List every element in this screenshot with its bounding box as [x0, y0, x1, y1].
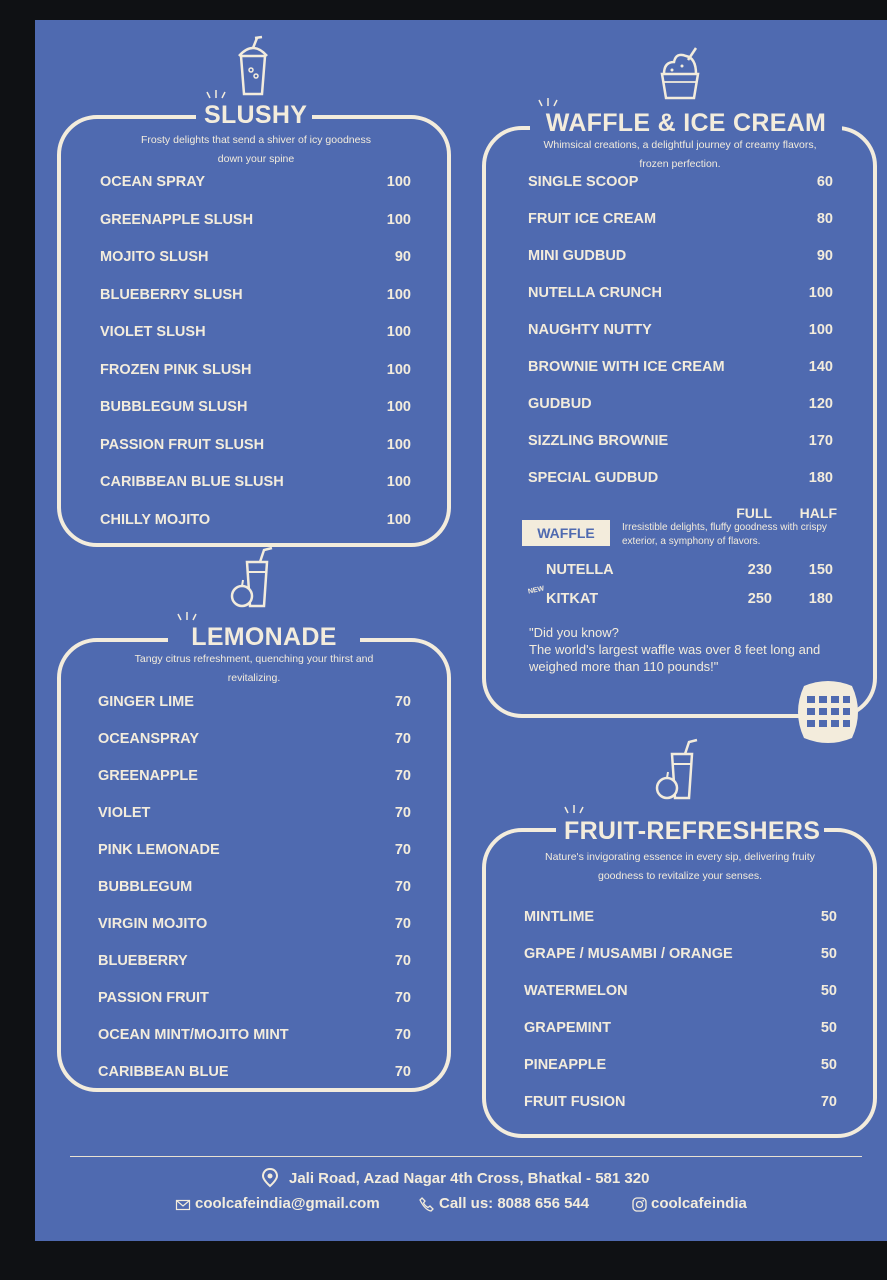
menu-item-name: OCEANSPRAY: [98, 731, 199, 747]
instagram-icon: [632, 1197, 647, 1212]
menu-item-price: 100: [808, 285, 833, 301]
menu-item-name: FRUIT FUSION: [524, 1094, 626, 1110]
envelope-icon: [176, 1200, 190, 1210]
menu-item-name: MINTLIME: [524, 909, 595, 925]
menu-item-name: MINI GUDBUD: [528, 248, 627, 264]
menu-item-price: 120: [808, 396, 833, 412]
menu-item-name: PASSION FRUIT SLUSH: [100, 436, 265, 453]
menu-item-price: 90: [816, 248, 833, 264]
sparkle-icon: [205, 90, 227, 100]
menu-item-price: 100: [386, 511, 411, 528]
lemonade-description: Tangy citrus refreshment, quenching your thirst and revitalizing.: [134, 653, 374, 684]
menu-item-name: MOJITO SLUSH: [100, 249, 209, 265]
lemonade-glass-icon: [230, 548, 278, 610]
menu-item-price: 70: [394, 916, 411, 932]
waffle-description: Whimsical creations, a delightful journey of creamy flavors, frozen perfection.: [543, 139, 817, 170]
menu-item-name: NAUGHTY NUTTY: [528, 322, 652, 338]
menu-item-price: 70: [394, 842, 411, 858]
waffle-title: WAFFLE & ICE CREAM: [530, 109, 842, 138]
sparkle-icon: [176, 612, 198, 622]
menu-item-price: 70: [394, 768, 411, 784]
menu-item-name: CARIBBEAN BLUE: [98, 1064, 229, 1080]
waffle-item-half-price: 150: [808, 562, 833, 578]
waffle-item-half-price: 180: [808, 591, 833, 607]
menu-item-name: WATERMELON: [524, 983, 628, 999]
slushy-title: SLUSHY: [196, 101, 312, 130]
menu-item-name: BLUEBERRY SLUSH: [100, 286, 243, 303]
waffle-icon: [794, 680, 862, 744]
footer-divider: [70, 1156, 862, 1157]
menu-item-price: 70: [394, 694, 411, 710]
menu-item-price: 70: [394, 731, 411, 747]
new-tag: NEW: [527, 585, 545, 596]
waffle-badge: WAFFLE: [522, 520, 610, 546]
menu-item-name: VIOLET: [98, 805, 151, 821]
menu-item-price: 100: [386, 436, 411, 453]
menu-item-price: 50: [820, 1020, 837, 1036]
menu-item-price: 70: [394, 879, 411, 895]
menu-item-price: 70: [394, 1064, 411, 1080]
menu-item-price: 60: [816, 174, 833, 190]
fruit-juice-glass-icon: [655, 740, 703, 802]
menu-item-price: 90: [394, 249, 411, 265]
menu-item-name: OCEAN SPRAY: [100, 174, 206, 190]
menu-item-price: 70: [394, 1027, 411, 1043]
menu-item-price: 70: [394, 805, 411, 821]
menu-item-name: BUBBLEGUM SLUSH: [100, 399, 248, 415]
menu-item-name: CARIBBEAN BLUE SLUSH: [100, 474, 284, 490]
waffle-item-name: NUTELLA: [546, 562, 614, 578]
menu-item-price: 50: [820, 946, 837, 962]
menu-item-name: OCEAN MINT/MOJITO MINT: [98, 1027, 289, 1043]
slushy-cup-icon: [235, 38, 271, 100]
waffle-fact: "Did you know? The world's largest waffle was over 8 feet long and weighed more than 110 pounds!": [529, 625, 821, 674]
menu-item-name: SINGLE SCOOP: [528, 174, 639, 190]
menu-item-name: PASSION FRUIT: [98, 990, 209, 1006]
waffle-sub-description: Irresistible delights, fluffy goodness with crispy exterior, a symphony of flavors.: [622, 522, 827, 547]
menu-item-name: SPECIAL GUDBUD: [528, 470, 659, 486]
menu-item-name: GINGER LIME: [98, 694, 194, 710]
menu-item-price: 70: [394, 990, 411, 1006]
sparkle-icon: [537, 98, 559, 108]
menu-item-price: 100: [386, 324, 411, 340]
menu-item-price: 50: [820, 983, 837, 999]
menu-item-name: PINEAPPLE: [524, 1057, 607, 1073]
footer-phone[interactable]: Call us: 8088 656 544: [439, 1195, 590, 1212]
menu-item-price: 80: [816, 211, 833, 227]
menu-item-name: BROWNIE WITH ICE CREAM: [528, 359, 725, 375]
waffle-item-full-price: 230: [747, 562, 772, 578]
menu-item-price: 100: [386, 174, 411, 190]
menu-item-price: 100: [386, 211, 411, 228]
menu-item-name: VIOLET SLUSH: [100, 324, 206, 340]
menu-item-name: FROZEN PINK SLUSH: [100, 361, 252, 378]
menu-item-name: GREENAPPLE SLUSH: [100, 211, 254, 228]
fruit-title: FRUIT-REFRESHERS: [556, 817, 824, 846]
waffle-item-name: KITKAT: [546, 591, 599, 607]
menu-item-name: FRUIT ICE CREAM: [528, 211, 657, 227]
menu-item-name: GREENAPPLE: [98, 768, 198, 784]
menu-item-price: 100: [808, 322, 833, 338]
menu-item-name: NUTELLA CRUNCH: [528, 285, 662, 301]
location-pin-icon: [262, 1168, 278, 1188]
menu-item-price: 50: [820, 1057, 837, 1073]
menu-item-name: SIZZLING BROWNIE: [528, 433, 669, 449]
slushy-description: Frosty delights that send a shiver of icy goodness down your spine: [141, 134, 371, 165]
footer-instagram[interactable]: coolcafeindia: [651, 1195, 747, 1212]
menu-item-price: 70: [820, 1094, 837, 1110]
menu-item-name: BLUEBERRY: [98, 953, 188, 969]
menu-item-name: BUBBLEGUM: [98, 879, 193, 895]
menu-item-name: GRAPE / MUSAMBI / ORANGE: [524, 946, 733, 962]
menu-item-name: CHILLY MOJITO: [100, 511, 211, 528]
phone-icon: [419, 1197, 434, 1212]
fruit-description: Nature's invigorating essence in every sip, delivering fruity goodness to revitalize your senses.: [545, 851, 815, 882]
footer-email[interactable]: coolcafeindia@gmail.com: [195, 1195, 380, 1212]
menu-item-price: 100: [386, 399, 411, 415]
menu-item-price: 100: [386, 474, 411, 490]
menu-item-price: 100: [386, 361, 411, 378]
sparkle-icon: [563, 805, 585, 815]
lemonade-title: LEMONADE: [168, 623, 360, 652]
menu-item-name: PINK LEMONADE: [98, 842, 220, 858]
menu-item-price: 50: [820, 909, 837, 925]
menu-item-price: 180: [808, 470, 833, 486]
waffle-item-full-price: 250: [747, 591, 772, 607]
menu-item-name: GRAPEMINT: [524, 1020, 611, 1036]
menu-item-name: VIRGIN MOJITO: [98, 916, 208, 932]
menu-item-price: 100: [386, 286, 411, 303]
waffle-col-full: FULL: [736, 505, 772, 521]
ice-cream-cup-icon: [658, 48, 702, 100]
menu-item-name: GUDBUD: [528, 396, 592, 412]
menu-item-price: 170: [808, 433, 833, 449]
footer-address: Jali Road, Azad Nagar 4th Cross, Bhatkal - 581 320: [289, 1170, 650, 1187]
menu-item-price: 70: [394, 953, 411, 969]
waffle-col-half: HALF: [799, 505, 837, 521]
menu-item-price: 140: [808, 359, 833, 375]
